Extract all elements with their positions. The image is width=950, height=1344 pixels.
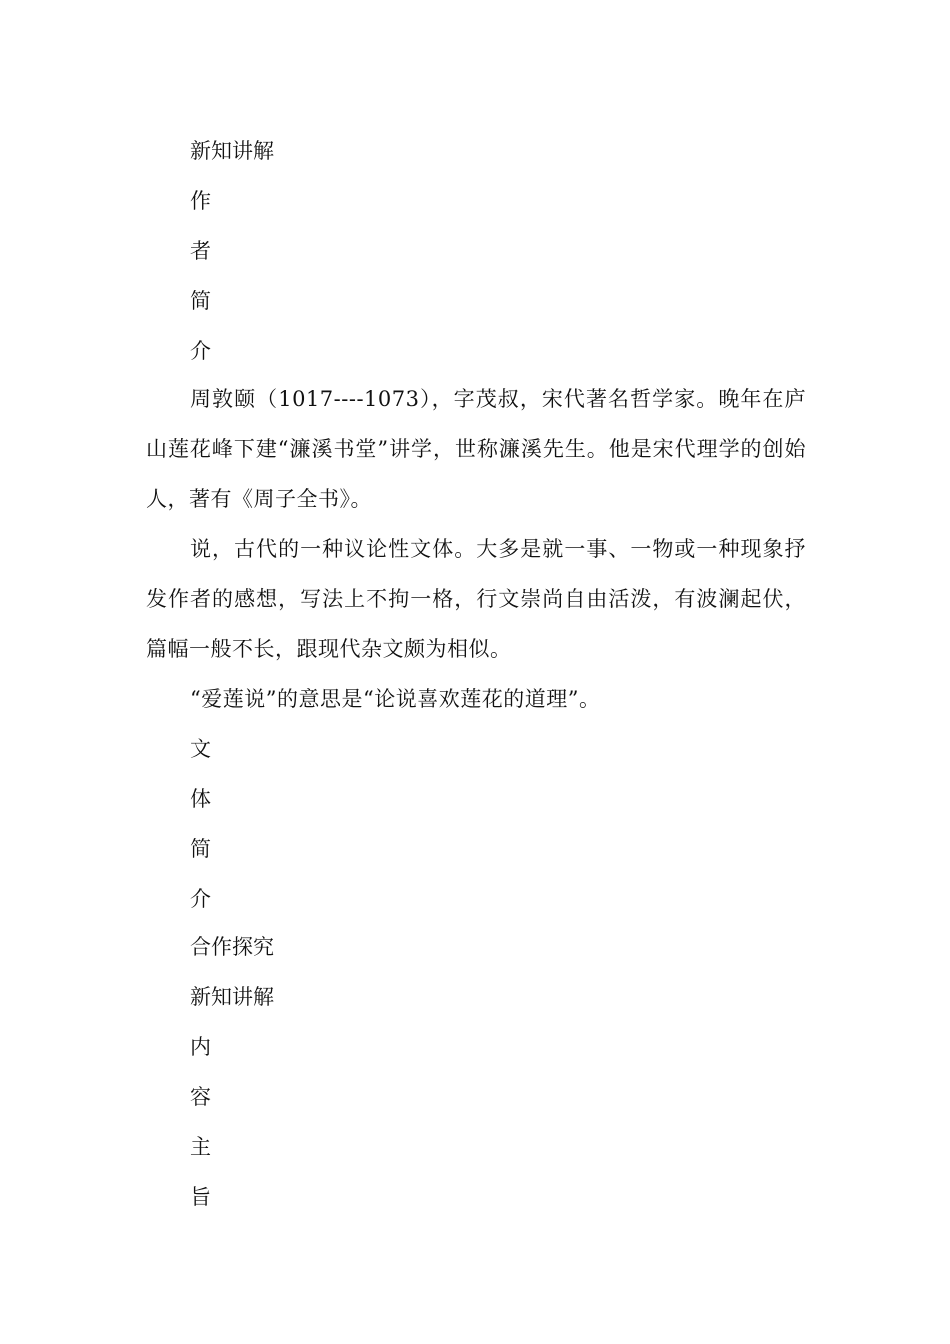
label-char-genre-4: 介: [190, 887, 211, 911]
genre-intro-paragraph: 说，古代的一种议论性文体。大多是就一事、一物或一种现象抒发作者的感想，写法上不拘一格，行文崇尚自由活泼，有波澜起伏，篇幅一般不长，跟现代杂文颇为相似。: [146, 537, 806, 661]
section-heading-cooperative-inquiry: 合作探究: [190, 935, 274, 959]
label-char-theme-1: 内: [190, 1035, 211, 1059]
label-char-author-2: 者: [190, 239, 211, 263]
section-heading-new-knowledge: 新知讲解: [190, 139, 274, 163]
label-char-theme-2: 容: [190, 1085, 211, 1109]
label-char-theme-4: 旨: [190, 1185, 211, 1209]
label-char-genre-2: 体: [190, 787, 211, 811]
label-char-author-3: 简: [190, 289, 211, 313]
section-heading-new-knowledge-2: 新知讲解: [190, 985, 274, 1009]
title-meaning-paragraph: “爱莲说”的意思是“论说喜欢莲花的道理”。: [190, 687, 601, 711]
label-char-author-1: 作: [190, 189, 211, 213]
label-char-theme-3: 主: [190, 1135, 211, 1159]
label-char-author-4: 介: [190, 339, 211, 363]
label-char-genre-1: 文: [190, 737, 211, 761]
author-intro-paragraph: 周敦颐（1017----1073），字茂叔，宋代著名哲学家。晚年在庐山莲花峰下建“濂溪书堂”讲学，世称濂溪先生。他是宋代理学的创始人，著有《周子全书》。: [146, 387, 806, 511]
label-char-genre-3: 简: [190, 837, 211, 861]
